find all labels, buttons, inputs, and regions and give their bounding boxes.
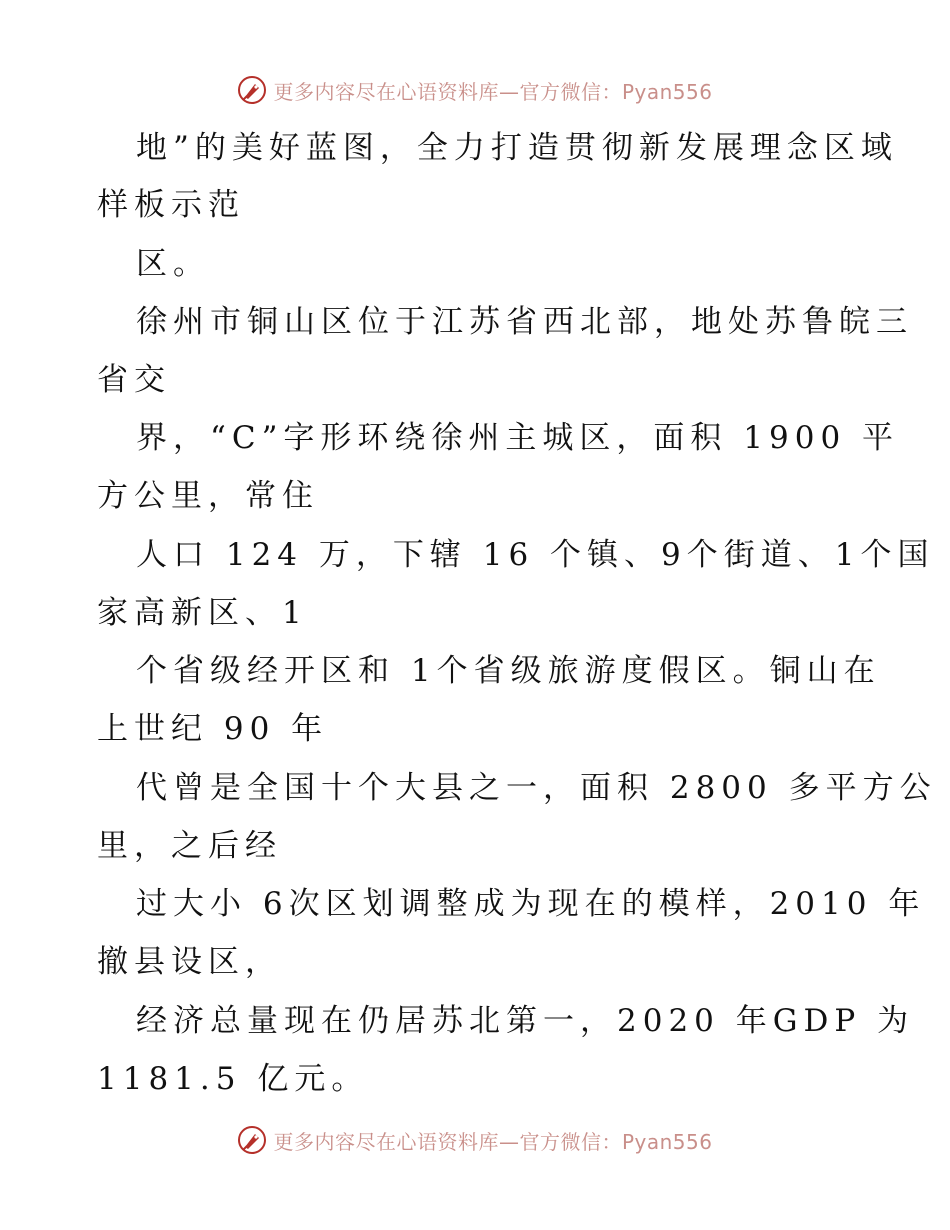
body-line: 人口 124 万，下辖 16 个镇、9个街道、1个国	[136, 537, 935, 573]
footer-banner-text: 更多内容尽在心语资料库—官方微信：Pyan556	[273, 1129, 713, 1154]
body-line: 过大小 6次区划调整成为现在的模样，2010 年	[136, 886, 926, 922]
pen-nib-logo-icon	[237, 1125, 267, 1155]
body-line: 上世纪 90 年	[97, 711, 329, 747]
body-line: 个省级经开区和 1个省级旅游度假区。铜山在	[136, 653, 881, 689]
body-line: 家高新区、1	[97, 595, 308, 631]
body-line: 里，之后经	[97, 828, 282, 864]
body-line: 省交	[97, 362, 171, 398]
body-line: 撤县设区，	[97, 944, 282, 980]
pen-nib-logo-icon	[237, 75, 267, 105]
body-line: 徐州市铜山区位于江苏省西北部，地处苏鲁皖三	[136, 304, 913, 340]
body-line: 方公里，常住	[97, 478, 319, 514]
body-line: 经济总量现在仍居苏北第一，2020 年GDP 为	[136, 1003, 915, 1039]
body-line: 界，“C”字形环绕徐州主城区，面积 1900 平	[136, 420, 900, 456]
body-line: 区。	[136, 246, 210, 282]
body-line: 代曾是全国十个大县之一，面积 2800 多平方公	[136, 770, 937, 806]
body-line: 地”的美好蓝图，全力打造贯彻新发展理念区域	[136, 130, 898, 166]
body-line: 样板示范	[97, 187, 245, 223]
body-line: 1181.5 亿元。	[97, 1061, 369, 1097]
header-banner-text: 更多内容尽在心语资料库—官方微信：Pyan556	[273, 79, 713, 104]
header-banner	[0, 70, 950, 110]
footer-banner	[0, 1120, 950, 1160]
